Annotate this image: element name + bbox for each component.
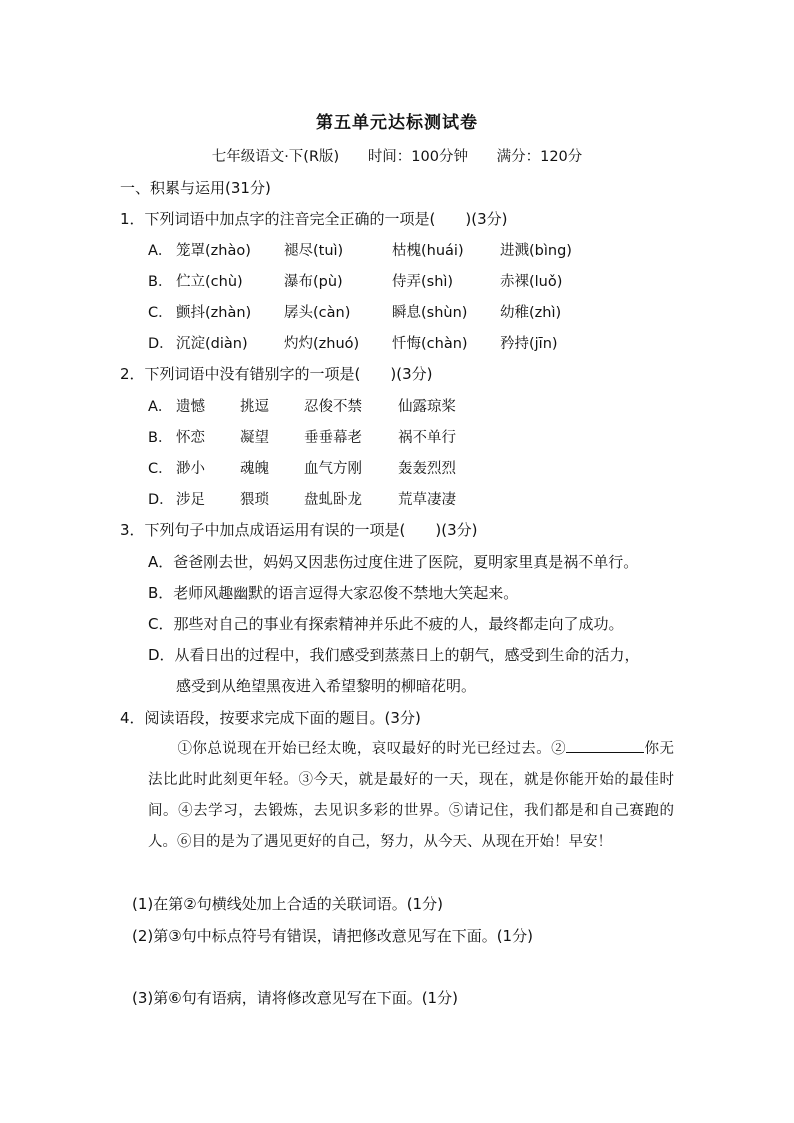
time-label: 时间：100分钟 xyxy=(367,149,468,165)
passage-rest: 你无法比此时此刻更年轻。③今天，就是最好的一天，现在，就是你能开始的最佳时间。④去学习，去锻炼，去见识多彩的世界。⑤请记住，我们都是和自己赛跑的人。⑥目的是为了遇见更好的自己，努力，从今天、从现在开始！早安！ xyxy=(148,741,675,850)
q1-option-c: C． 颤抖(zhàn) 孱头(càn) 瞬息(shùn) 幼稚(zhì) xyxy=(148,305,562,321)
q3-option-d-continued: 感受到从绝望黑夜进入希望黎明的柳暗花明。 xyxy=(176,677,477,695)
q4-sub-3: (3)第⑥句有语病，请将修改意见写在下面。(1分) xyxy=(132,989,458,1007)
q2-option-c: C． 渺小 魂魄 血气方刚 轰轰烈烈 xyxy=(148,461,456,477)
section-heading: 一、积累与运用(31分) xyxy=(120,179,271,197)
answer-blank[interactable] xyxy=(566,738,644,753)
exam-info xyxy=(0,145,794,166)
page-title: 第五单元达标测试卷 xyxy=(316,113,478,133)
q3-option-b: B．老师风趣幽默的语言逗得大家忍俊不禁地大笑起来。 xyxy=(148,584,519,602)
q2-option-d: D． 涉足 猥琐 盘虬卧龙 荒草凄凄 xyxy=(148,492,456,508)
q1-option-d: D． 沉淀(diàn) 灼灼(zhuó) 忏悔(chàn) 矜持(jīn) xyxy=(148,336,558,352)
q4-sub-1: (1)在第②句横线处加上合适的关联词语。(1分) xyxy=(132,895,443,913)
question-4-stem: 4．阅读语段，按要求完成下面的题目。(3分) xyxy=(120,709,421,727)
q4-sub-2: (2)第③句中标点符号有错误，请把修改意见写在下面。(1分) xyxy=(132,927,533,945)
question-3-stem: 3．下列句子中加点成语运用有误的一项是( )(3分) xyxy=(120,521,478,539)
q2-option-a: A． 遗憾 挑逗 忍俊不禁 仙露琼桨 xyxy=(148,399,456,415)
question-1-stem: 1．下列词语中加点字的注音完全正确的一项是( )(3分) xyxy=(120,210,508,228)
grade-label: 七年级语文·下(R版) xyxy=(211,149,340,165)
question-2-stem: 2．下列词语中没有错别字的一项是( )(3分) xyxy=(120,365,433,383)
q3-option-a: A．爸爸刚去世，妈妈又因悲伤过度住进了医院，夏明家里真是祸不单行。 xyxy=(148,553,639,571)
q2-option-b: B． 怀恋 凝望 垂垂幕老 祸不单行 xyxy=(148,430,456,446)
reading-passage xyxy=(148,734,674,858)
q3-option-c: C．那些对自己的事业有探索精神并乐此不疲的人，最终都走向了成功。 xyxy=(148,615,624,633)
passage-start: ①你总说现在开始已经太晚，哀叹最好的时光已经过去。② xyxy=(177,741,567,757)
q1-option-a: A． 笼罩(zhào) 褪尽(tuì) 枯槐(huái) 进溅(bìng) xyxy=(148,243,572,259)
q1-option-b: B． 伫立(chù) 瀑布(pù) 侍弄(shì) 赤裸(luǒ) xyxy=(148,274,563,290)
score-label: 满分：120分 xyxy=(496,149,583,165)
q3-option-d: D．从看日出的过程中，我们感受到蒸蒸日上的朝气，感受到生命的活力， xyxy=(148,646,640,664)
